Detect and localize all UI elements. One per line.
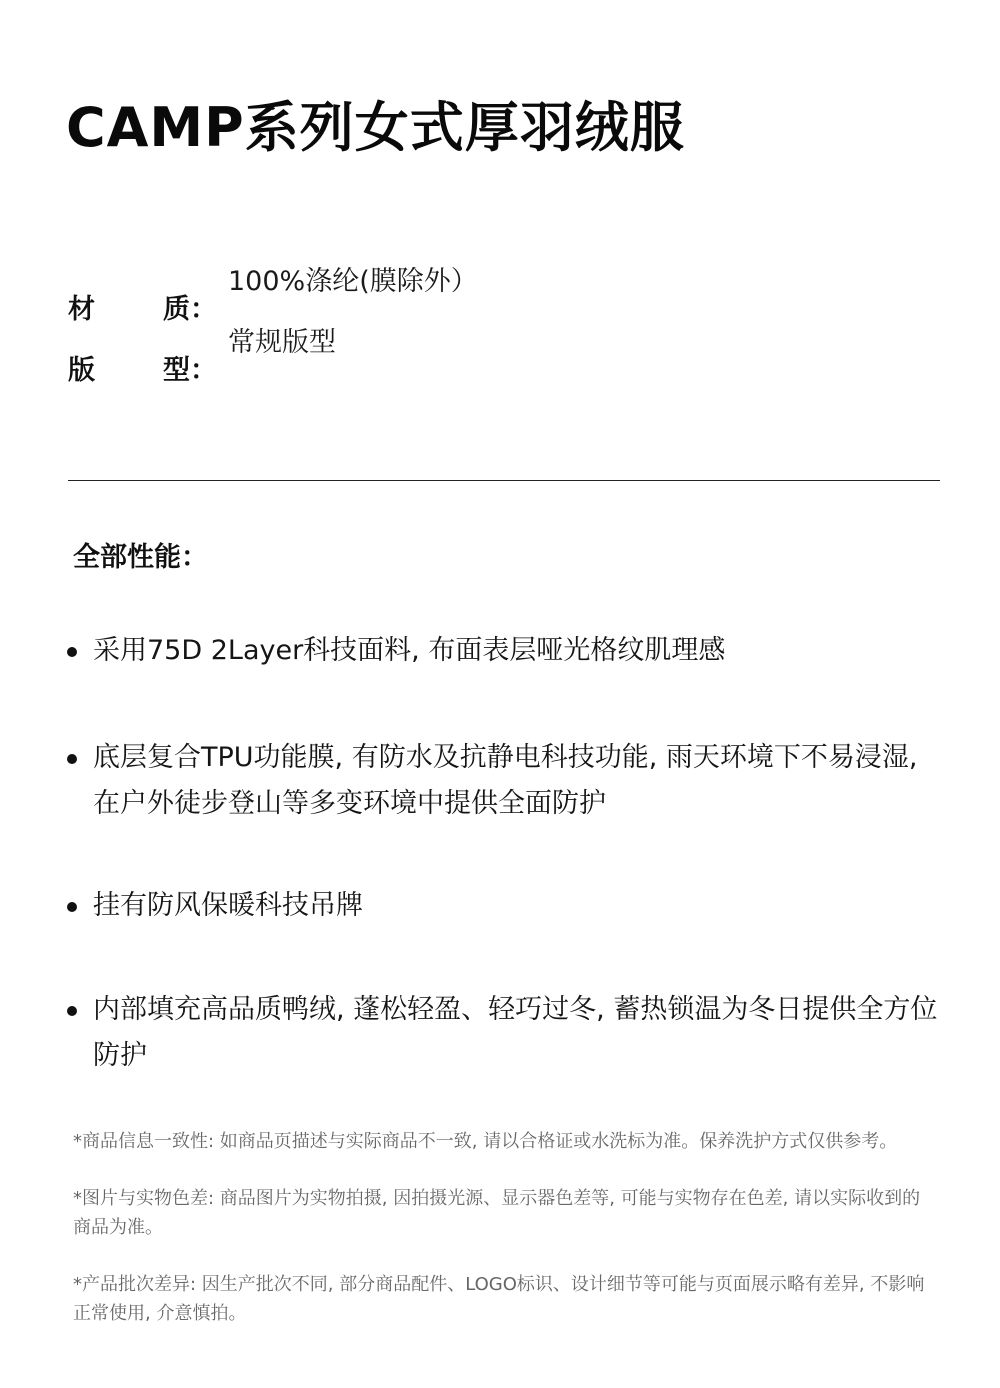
features-heading: 全部性能： [73,542,208,573]
disclaimer-consistency: *商品信息一致性: 如商品页描述与实际商品不一致, 请以合格证或水洗标为准。保养洗护方式仅供参考。 [73,1131,898,1152]
bullet-icon [67,1006,77,1016]
spec-value-material: 100%涤纶(膜除外） [228,266,478,297]
section-divider [68,480,940,481]
disclaimer-batch-difference: *产品批次差异: 因生产批次不同, 部分商品配件、LOGO标识、设计细节等可能与页面展示略有差异, 不影响正常使用, 介意慎拍。 [73,1274,925,1324]
bullet-icon [67,647,77,657]
spec-label-char: 型： [163,355,217,386]
feature-item [67,987,939,1079]
spec-value-fit: 常规版型 [228,327,336,358]
feature-text: 挂有防风保暖科技吊牌 [93,890,363,921]
disclaimer-color-difference: *图片与实物色差: 商品图片为实物拍摄, 因拍摄光源、显示器色差等, 可能与实物存在色差, 请以实际收到的商品为准。 [73,1188,921,1238]
feature-item [67,628,939,674]
bullet-icon [67,902,77,912]
feature-item [67,883,939,929]
feature-text: 底层复合TPU功能膜, 有防水及抗静电科技功能, 雨天环境下不易浸湿, 在户外徒步登山等多变环境中提供全面防护 [93,742,918,819]
feature-item [67,735,939,827]
spec-label-char: 质： [163,294,217,325]
product-title: CAMP系列女式厚羽绒服 [66,96,685,159]
bullet-icon [67,754,77,764]
feature-text: 内部填充高品质鸭绒, 蓬松轻盈、轻巧过冬, 蓄热锁温为冬日提供全方位防护 [93,994,938,1071]
spec-row-material [68,262,478,325]
spec-row-fit [68,323,336,386]
feature-text: 采用75D 2Layer科技面料, 布面表层哑光格纹肌理感 [93,635,726,666]
spec-label-char: 材 [68,294,95,325]
spec-label-char: 版 [68,355,95,386]
